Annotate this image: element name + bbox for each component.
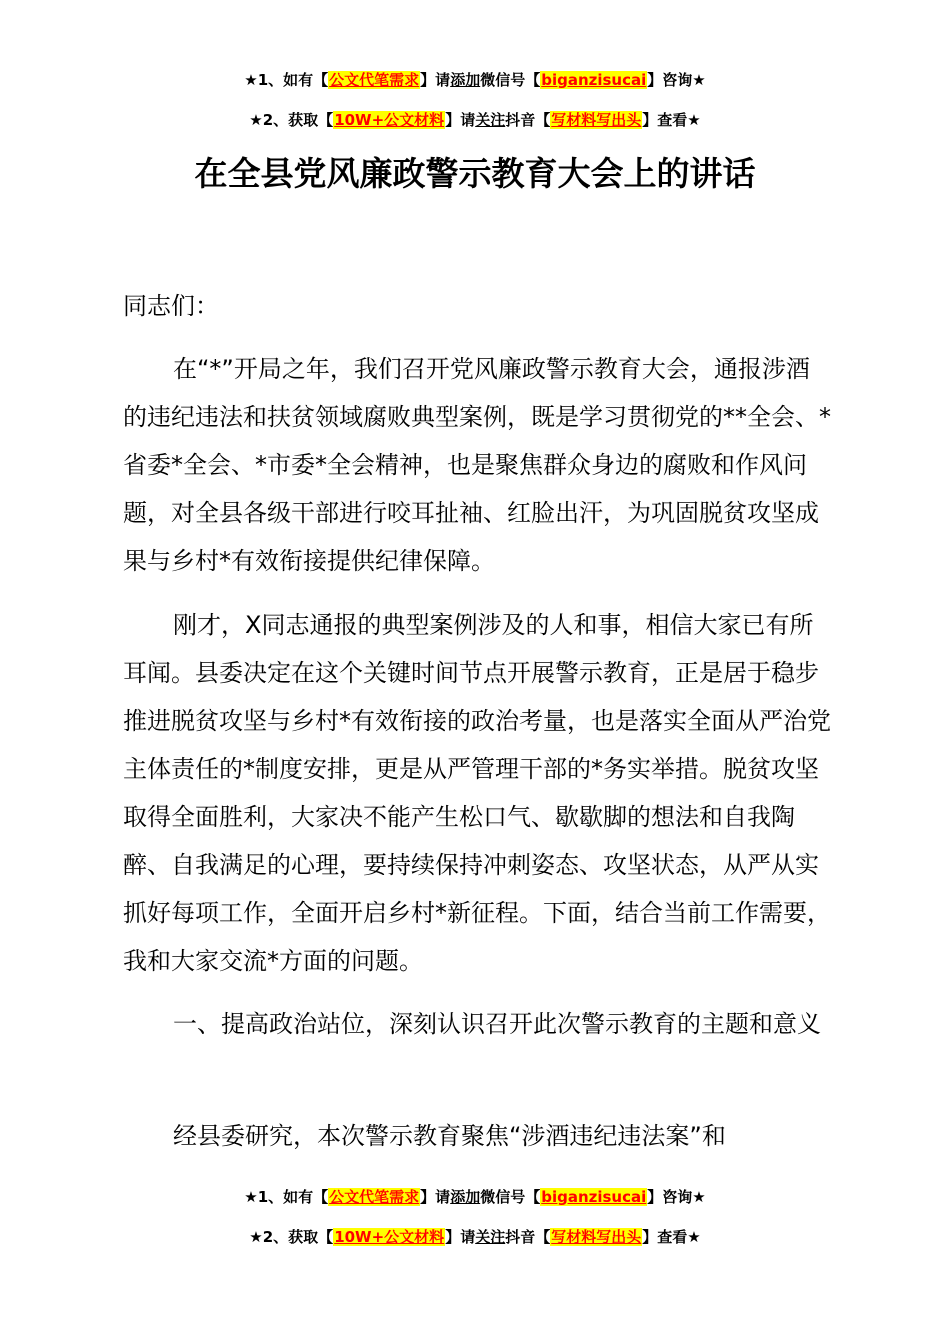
- paragraph-2: 刚才，X同志通报的典型案例涉及的人和事，相信大家已有所耳闻。县委决定在这个关键时间节点开展警示教育，正是居于稳步推进脱贫攻坚与乡村*有效衔接的政治考量，也是落实全面从严治党主体责任的*制度安排，更是从严管理干部的*务实举措。脱贫攻坚取得全面胜利，大家决不能产生松口气、歇歇脚的想法和自我陶醉、自我满足的心理，要持续保持冲刺姿态、攻坚状态，从严从实抓好每项工作，全面开启乡村*新征程。下面，结合当前工作需要，我和大家交流*方面的问题。: [123, 611, 831, 975]
- promo-text: 】请: [445, 111, 476, 129]
- promo-text: ★1、如有【: [244, 1188, 329, 1206]
- promo-highlight-service: 公文代笔需求: [329, 1188, 420, 1206]
- promo-highlight-account: 写材料写出头: [551, 111, 642, 129]
- promo-highlight-wechat: biganzisucai: [541, 71, 647, 89]
- promo-text: 微信号【: [480, 1188, 541, 1206]
- promo-text: 】请: [445, 1228, 476, 1246]
- promo-text: 抖音【: [505, 1228, 551, 1246]
- header-promo-line-1: [0, 70, 950, 90]
- header-promo-line-2: [0, 110, 950, 130]
- promo-text: 】请: [420, 1188, 451, 1206]
- promo-text: 】查看★: [642, 1228, 701, 1246]
- promo-underlined-add: 添加: [450, 71, 481, 89]
- promo-highlight-materials: 10W+公文材料: [334, 1228, 445, 1246]
- promo-text: 微信号【: [480, 71, 541, 89]
- promo-text: 抖音【: [505, 111, 551, 129]
- promo-underlined-follow: 关注: [475, 111, 506, 129]
- promo-text: 】咨询★: [647, 71, 706, 89]
- promo-underlined-add: 添加: [450, 1188, 481, 1206]
- promo-underlined-follow: 关注: [475, 1228, 506, 1246]
- promo-text: 】咨询★: [647, 1188, 706, 1206]
- document-title: 在全县党风廉政警示教育大会上的讲话: [194, 154, 756, 193]
- promo-text: 】请: [420, 71, 451, 89]
- paragraph-1: 在“*”开局之年，我们召开党风廉政警示教育大会，通报涉酒的违纪违法和扶贫领域腐败典型案例，既是学习贯彻党的**全会、*省委*全会、*市委*全会精神，也是聚焦群众身边的腐败和作风问题，对全县各级干部进行咬耳扯袖、红脸出汗，为巩固脱贫攻坚成果与乡村*有效衔接提供纪律保障。: [123, 355, 831, 575]
- footer-promo-line-1: [0, 1187, 950, 1207]
- promo-highlight-materials: 10W+公文材料: [334, 111, 445, 129]
- paragraph-3: 经县委研究，本次警示教育聚焦“涉酒违纪违法案”和: [173, 1122, 726, 1150]
- promo-text: 】查看★: [642, 111, 701, 129]
- promo-highlight-account: 写材料写出头: [551, 1228, 642, 1246]
- promo-highlight-wechat: biganzisucai: [541, 1188, 647, 1206]
- section-heading-1: 一、提高政治站位，深刻认识召开此次警示教育的主题和意义: [173, 1010, 821, 1038]
- promo-highlight-service: 公文代笔需求: [329, 71, 420, 89]
- promo-text: ★2、获取【: [249, 1228, 334, 1246]
- footer-promo-line-2: [0, 1227, 950, 1247]
- promo-text: ★1、如有【: [244, 71, 329, 89]
- salutation: 同志们：: [123, 292, 219, 320]
- promo-text: ★2、获取【: [249, 111, 334, 129]
